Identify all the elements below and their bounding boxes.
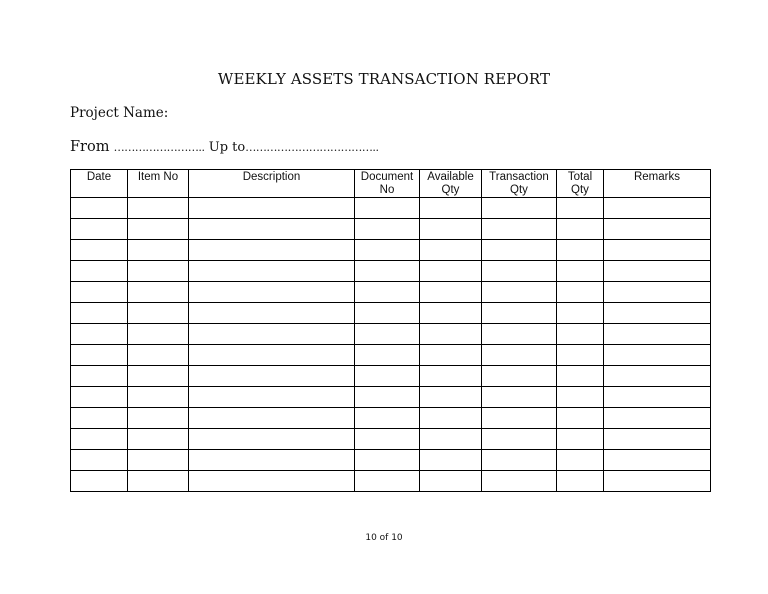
table-cell xyxy=(482,324,557,345)
table-cell xyxy=(128,387,189,408)
table-cell xyxy=(557,408,604,429)
table-cell xyxy=(604,366,711,387)
table-cell xyxy=(482,471,557,492)
table-cell xyxy=(355,471,420,492)
table-cell xyxy=(71,219,128,240)
table-cell xyxy=(71,198,128,219)
table-cell xyxy=(557,366,604,387)
column-header-total-qty: Total Qty xyxy=(557,170,604,198)
table-cell xyxy=(355,408,420,429)
table-cell xyxy=(71,261,128,282)
table-cell xyxy=(420,387,482,408)
column-header-description: Description xyxy=(189,170,355,198)
column-header-item-no: Item No xyxy=(128,170,189,198)
table-cell xyxy=(71,408,128,429)
table-cell xyxy=(189,345,355,366)
table-cell xyxy=(557,471,604,492)
table-cell xyxy=(482,429,557,450)
table-cell xyxy=(189,366,355,387)
table-cell xyxy=(189,219,355,240)
transaction-table xyxy=(70,169,711,492)
table-cell xyxy=(128,324,189,345)
table-row xyxy=(71,282,711,303)
table-cell xyxy=(71,429,128,450)
table-row xyxy=(71,429,711,450)
table-cell xyxy=(482,345,557,366)
table-cell xyxy=(71,282,128,303)
table-row xyxy=(71,303,711,324)
table-cell xyxy=(604,387,711,408)
table-cell xyxy=(557,240,604,261)
table-cell xyxy=(604,219,711,240)
table-row xyxy=(71,387,711,408)
page-number: 10 of 10 xyxy=(365,533,403,543)
table-cell xyxy=(189,282,355,303)
table-cell xyxy=(557,324,604,345)
table-cell xyxy=(420,261,482,282)
table-cell xyxy=(604,303,711,324)
table-cell xyxy=(189,450,355,471)
table-row xyxy=(71,345,711,366)
table-cell xyxy=(604,282,711,303)
table-cell xyxy=(482,219,557,240)
table-cell xyxy=(557,198,604,219)
table-cell xyxy=(128,240,189,261)
table-cell xyxy=(557,429,604,450)
table-cell xyxy=(482,387,557,408)
column-header-transaction-qty: Transaction Qty xyxy=(482,170,557,198)
table-cell xyxy=(604,261,711,282)
table-body xyxy=(71,198,711,492)
table-cell xyxy=(604,240,711,261)
column-header-document-no: Document No xyxy=(355,170,420,198)
table-cell xyxy=(482,408,557,429)
table-cell xyxy=(71,240,128,261)
table-cell xyxy=(71,303,128,324)
table-cell xyxy=(420,408,482,429)
table-header-row xyxy=(71,170,711,198)
table-cell xyxy=(420,198,482,219)
table-row xyxy=(71,471,711,492)
upto-blank: ……………………………….. xyxy=(245,141,379,154)
table-cell xyxy=(355,387,420,408)
table-cell xyxy=(420,471,482,492)
table-cell xyxy=(557,450,604,471)
table-cell xyxy=(482,198,557,219)
table-cell xyxy=(71,450,128,471)
table-cell xyxy=(482,450,557,471)
table-row xyxy=(71,324,711,345)
table-row xyxy=(71,408,711,429)
table-cell xyxy=(557,219,604,240)
table-cell xyxy=(71,387,128,408)
table-cell xyxy=(189,261,355,282)
table-cell xyxy=(355,282,420,303)
table-cell xyxy=(189,429,355,450)
table-cell xyxy=(420,429,482,450)
table-row xyxy=(71,240,711,261)
table-row xyxy=(71,198,711,219)
table-cell xyxy=(128,345,189,366)
table-cell xyxy=(355,261,420,282)
table-cell xyxy=(557,345,604,366)
table-cell xyxy=(128,198,189,219)
table-cell xyxy=(557,261,604,282)
table-cell xyxy=(355,240,420,261)
table-cell xyxy=(128,303,189,324)
column-header-available-qty: Available Qty xyxy=(420,170,482,198)
table-cell xyxy=(420,303,482,324)
table-cell xyxy=(420,219,482,240)
table-cell xyxy=(189,240,355,261)
table-cell xyxy=(189,408,355,429)
project-name-label: Project Name: xyxy=(70,105,169,121)
column-header-date: Date xyxy=(71,170,128,198)
table-row xyxy=(71,261,711,282)
table-cell xyxy=(482,261,557,282)
table-cell xyxy=(604,429,711,450)
table-cell xyxy=(189,324,355,345)
table-cell xyxy=(355,450,420,471)
table-cell xyxy=(355,198,420,219)
table-cell xyxy=(420,366,482,387)
table-cell xyxy=(604,324,711,345)
table-cell xyxy=(189,198,355,219)
table-cell xyxy=(420,450,482,471)
table-cell xyxy=(604,345,711,366)
table-cell xyxy=(604,471,711,492)
table-row xyxy=(71,366,711,387)
table-cell xyxy=(557,387,604,408)
table-cell xyxy=(189,387,355,408)
table-cell xyxy=(355,366,420,387)
table-cell xyxy=(482,240,557,261)
table-cell xyxy=(355,303,420,324)
table-cell xyxy=(355,345,420,366)
table-cell xyxy=(128,366,189,387)
table-cell xyxy=(128,429,189,450)
table-cell xyxy=(128,261,189,282)
from-label: From xyxy=(70,139,110,155)
table-cell xyxy=(71,471,128,492)
date-range-line xyxy=(70,139,379,155)
table-cell xyxy=(355,219,420,240)
table-cell xyxy=(355,429,420,450)
table-cell xyxy=(71,345,128,366)
table-cell xyxy=(189,471,355,492)
table-cell xyxy=(482,366,557,387)
table-row xyxy=(71,219,711,240)
table-cell xyxy=(420,282,482,303)
table-cell xyxy=(128,219,189,240)
column-header-remarks: Remarks xyxy=(604,170,711,198)
upto-label: Up to xyxy=(208,140,246,155)
table-cell xyxy=(482,282,557,303)
table-cell xyxy=(355,324,420,345)
table-row xyxy=(71,450,711,471)
table-cell xyxy=(128,450,189,471)
table-cell xyxy=(71,324,128,345)
table-cell xyxy=(71,366,128,387)
from-blank: …………………….. xyxy=(113,141,205,154)
table-cell xyxy=(557,282,604,303)
table-cell xyxy=(604,198,711,219)
table-cell xyxy=(128,282,189,303)
table-cell xyxy=(482,303,557,324)
table-cell xyxy=(128,471,189,492)
table-cell xyxy=(420,240,482,261)
table-cell xyxy=(420,345,482,366)
table-cell xyxy=(557,303,604,324)
table-cell xyxy=(128,408,189,429)
report-title: WEEKLY ASSETS TRANSACTION REPORT xyxy=(217,70,551,88)
table-cell xyxy=(604,450,711,471)
table-cell xyxy=(189,303,355,324)
table-cell xyxy=(604,408,711,429)
table-cell xyxy=(420,324,482,345)
